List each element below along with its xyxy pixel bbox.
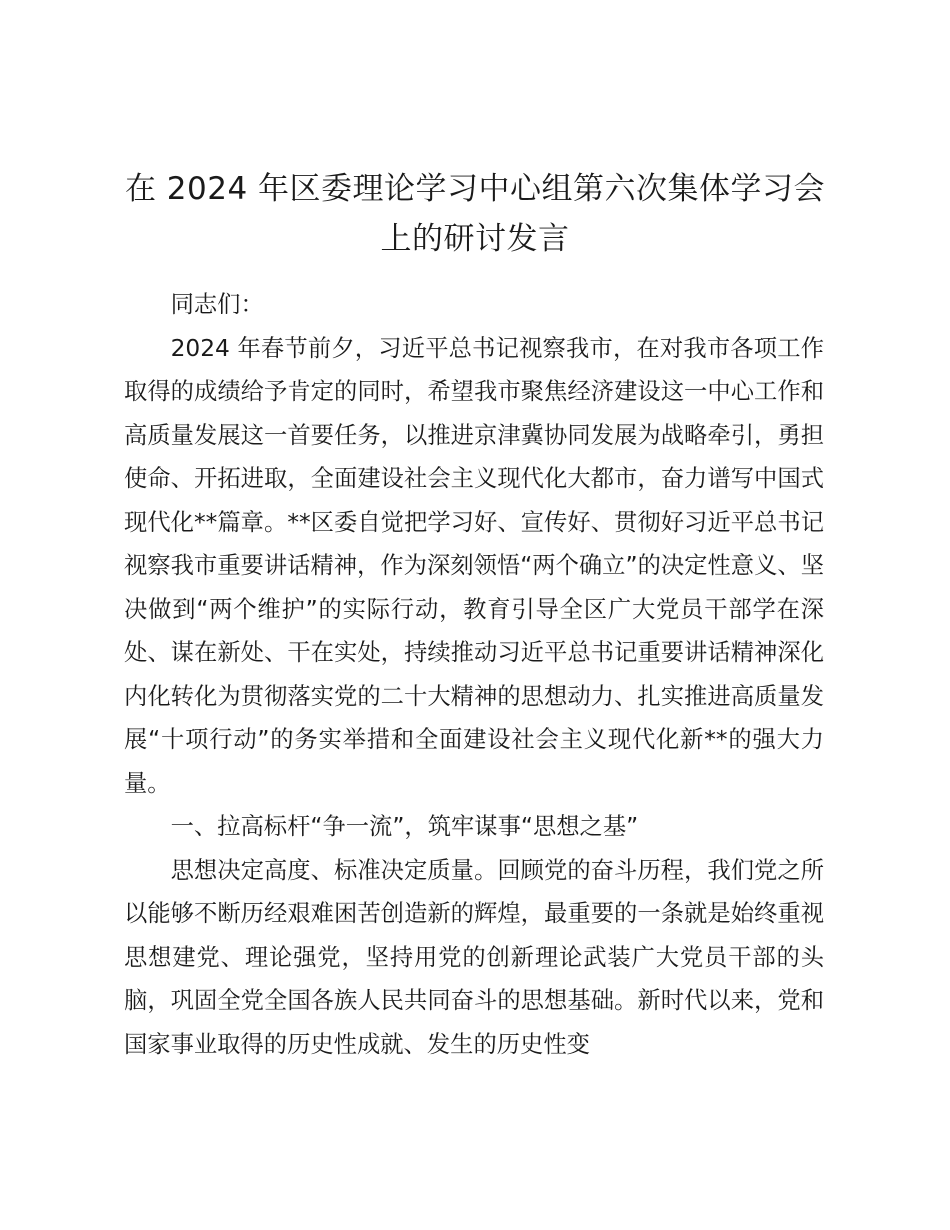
document-title: 在 2024 年区委理论学习中心组第六次集体学习会上的研讨发言 — [124, 171, 826, 257]
salutation: 同志们： — [170, 291, 264, 318]
paragraph-section-1: 思想决定高度、标准决定质量。回顾党的奋斗历程，我们党之所以能够不断历经艰难困苦创造新的辉煌，最重要的一条就是始终重视思想建党、理论强党，坚持用党的创新理论武装广大党员干部的头脑，巩固全党全国各族人民共同奋斗的思想基础。新时代以来，党和国家事业取得的历史性成就、发生的历史性变 — [124, 856, 824, 1058]
paragraph-intro: 2024 年春节前夕，习近平总书记视察我市，在对我市各项工作取得的成绩给予肯定的同时，希望我市聚焦经济建设这一中心工作和高质量发展这一首要任务，以推进京津冀协同发展为战略牵引，勇担使命、开拓进取，全面建设社会主义现代化大都市，奋力谱写中国式现代化**篇章。**区委自觉把学习好、宣传好、贯彻好习近平总书记视察我市重要讲话精神，作为深刻领悟“两个确立”的决定性意义、坚决做到“两个维护”的实际行动，教育引导全区广大党员干部学在深处、谋在新处、干在实处，持续推动习近平总书记重要讲话精神深化内化转化为贯彻落实党的二十大精神的思想动力、扎实推进高质量发展“十项行动”的务实举措和全面建设社会主义现代化新**的强大力量。 — [124, 334, 824, 797]
section-heading-1: 一、拉高标杆“争一流”，筑牢谋事“思想之基” — [170, 813, 639, 840]
document-body — [124, 283, 824, 1066]
